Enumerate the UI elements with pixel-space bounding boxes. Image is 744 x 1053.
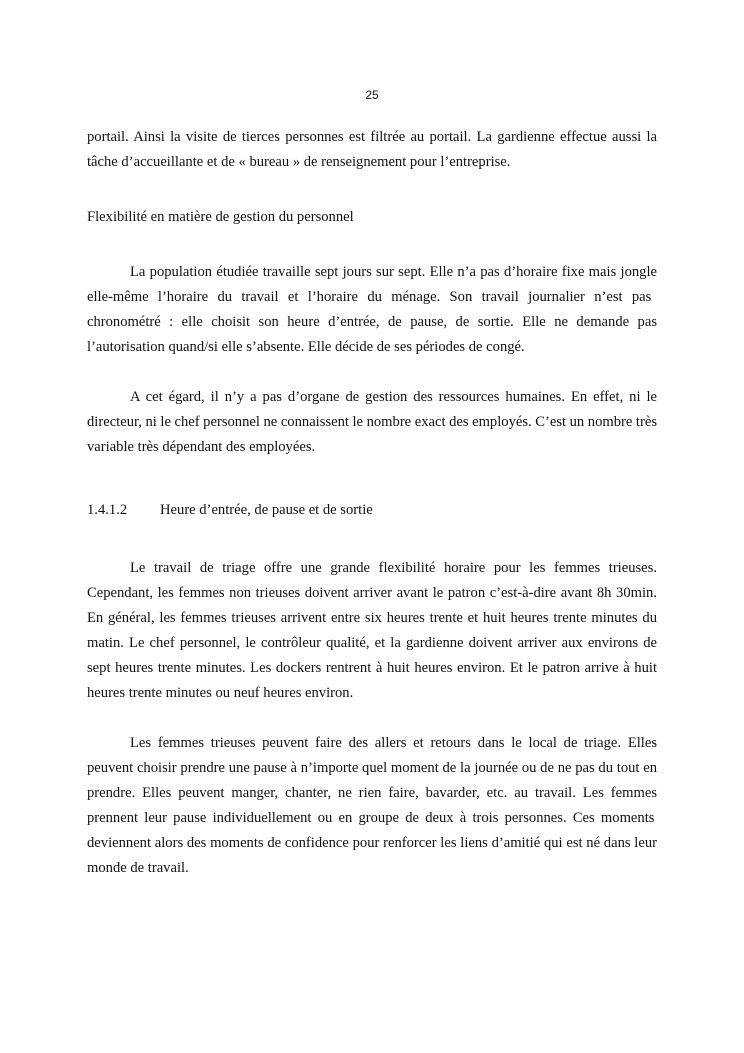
text-line [87, 609, 657, 627]
text-line-content: prennent leur pause individuellement ou en groupe de deux à trois personnes. Ces moments [87, 810, 655, 826]
text-line [87, 659, 657, 677]
text-line-content: Le travail de triage offre une grande flexibilité horaire pour les femmes trieuses. [130, 560, 657, 576]
text-line [87, 128, 657, 146]
text-line [87, 388, 657, 406]
text-line [87, 759, 657, 777]
text-line-content: sept heures trente minutes. Les dockers rentrent à huit heures environ. Et le patron arrive à huit [87, 660, 657, 676]
text-line-content: A cet égard, il n’y a pas d’organe de gestion des ressources humaines. En effet, ni le [130, 389, 657, 405]
text-line-content: deviennent alors des moments de confidence pour renforcer les liens d’amitié qui est né dans leur [87, 835, 657, 851]
text-line [87, 313, 657, 331]
text-line-content: prendre. Elles peuvent manger, chanter, ne rien faire, bavarder, etc. au travail. Les femmes [87, 785, 657, 801]
text-line-content: variable très dépendant des employées. [87, 439, 316, 455]
text-line [87, 559, 657, 577]
text-line-content: monde de travail. [87, 860, 189, 876]
text-line [87, 438, 657, 456]
text-line [87, 263, 657, 281]
subsection-number: 1.4.1.2 [87, 502, 128, 518]
text-line-content: Cependant, les femmes non trieuses doivent arriver avant le patron c’est-à-dire avant 8h 30min. [87, 585, 657, 601]
page-number: 25 [365, 88, 379, 102]
text-line-content: En général, les femmes trieuses arrivent entre six heures trente et huit heures trente minutes du [87, 610, 657, 626]
text-line [87, 153, 657, 171]
text-line-content: portail. Ainsi la visite de tierces personnes est filtrée au portail. La gardienne effectue aussi la [87, 129, 657, 145]
text-line-content: Les femmes trieuses peuvent faire des allers et retours dans le local de triage. Elles [130, 735, 657, 751]
text-line-content: peuvent choisir prendre une pause à n’importe quel moment de la journée ou de ne pas du tout en [87, 760, 657, 776]
text-line-content: heures trente minutes ou neuf heures environ. [87, 685, 354, 701]
text-line-content: chronométré : elle choisit son heure d’entrée, de pause, de sortie. Elle ne demande pas [87, 314, 657, 330]
text-line [87, 684, 657, 702]
text-line [87, 413, 657, 431]
text-line [87, 809, 657, 827]
text-line [87, 734, 657, 752]
text-line [87, 784, 657, 802]
text-line [87, 834, 657, 852]
text-line-content: l’autorisation quand/si elle s’absente. Elle décide de ses périodes de congé. [87, 339, 525, 355]
subsection-title: Heure d’entrée, de pause et de sortie [160, 502, 373, 518]
text-line [87, 584, 657, 602]
text-line [87, 859, 657, 877]
text-line-content: directeur, ni le chef personnel ne connaissent le nombre exact des employés. C’est un nombre très [87, 414, 657, 430]
text-line-content: La population étudiée travaille sept jours sur sept. Elle n’a pas d’horaire fixe mais jongle [130, 264, 657, 280]
text-line [87, 288, 657, 306]
text-line [87, 634, 657, 652]
section-heading [87, 208, 657, 226]
section-heading-text: Flexibilité en matière de gestion du personnel [87, 209, 354, 225]
text-line [87, 338, 657, 356]
text-line-content: tâche d’accueillante et de « bureau » de renseignement pour l’entreprise. [87, 154, 511, 170]
subsection-heading [87, 501, 657, 519]
text-line-content: elle-même l’horaire du travail et l’horaire du ménage. Son travail journalier n’est pas [87, 289, 652, 305]
text-line-content: matin. Le chef personnel, le contrôleur qualité, et la gardienne doivent arriver aux environs de [87, 635, 657, 651]
